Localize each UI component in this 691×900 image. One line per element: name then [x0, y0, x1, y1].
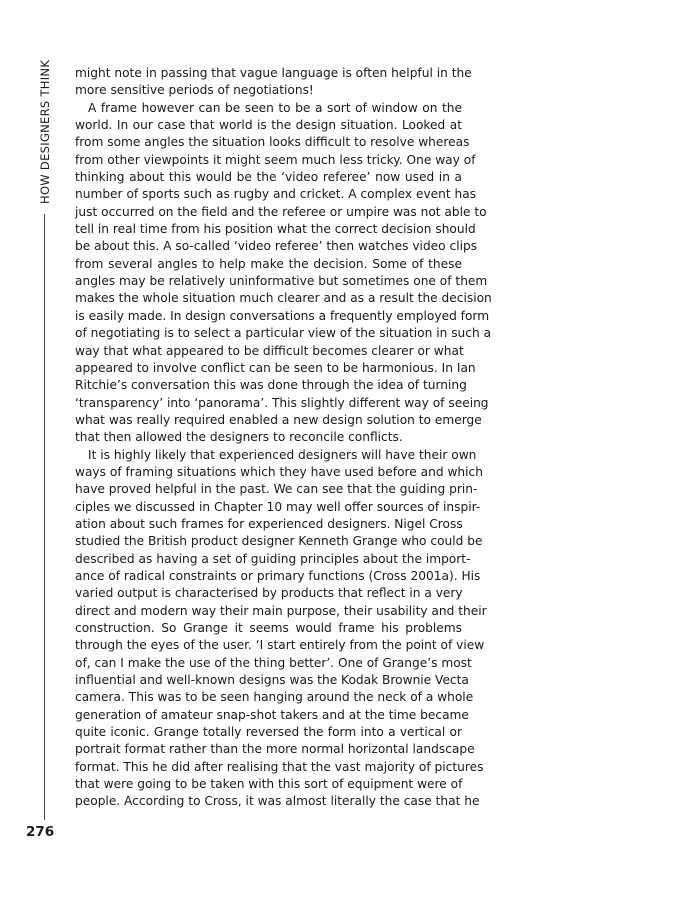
text-line: studied the British product designer Kenneth Grange who could be	[75, 534, 483, 549]
text-line: more sensitive periods of negotiations!	[75, 83, 314, 98]
text-line: ciples we discussed in Chapter 10 may well offer sources of inspir-	[75, 499, 481, 514]
text-line: what was really required enabled a new design solution to emerge	[75, 412, 482, 427]
text-line: is easily made. In design conversations a frequently employed form	[75, 308, 490, 323]
text-line: Ritchie’s conversation this was done through the idea of turning	[75, 378, 467, 393]
text-line: angles may be relatively uninformative but sometimes one of them	[75, 274, 488, 289]
text-line: that were going to be taken with this sort of equipment were of	[75, 777, 463, 792]
text-line: generation of amateur snap-shot takers and at the time became	[75, 707, 469, 722]
text-line: number of sports such as rugby and cricket. A complex event has	[75, 187, 477, 202]
text-line: direct and modern way their main purpose, their usability and their	[75, 603, 487, 618]
text-line: have proved helpful in the past. We can see that the guiding prin-	[75, 482, 478, 497]
text-line: described as having a set of guiding principles about the import-	[75, 551, 471, 566]
page-number: 276	[26, 824, 55, 840]
text-line: through the eyes of the user. ‘I start entirely from the point of view	[75, 638, 485, 653]
text-line: appeared to involve conflict can be seen to be harmonious. In Ian	[75, 360, 476, 375]
text-line: tell in real time from his position what the correct decision should	[75, 222, 476, 237]
body-text	[75, 65, 492, 811]
text-line: just occurred on the field and the referee or umpire was not able to	[75, 204, 487, 219]
text-line: from several angles to help make the decision. Some of these	[75, 256, 462, 271]
text-line: makes the whole situation much clearer and as a result the decision	[75, 291, 492, 306]
text-line: ation about such frames for experienced designers. Nigel Cross	[75, 516, 463, 531]
text-line: might note in passing that vague language is often helpful in the	[75, 66, 472, 80]
text-line: portrait format rather than the more normal horizontal landscape	[75, 742, 475, 757]
text-line: A frame however can be seen to be a sort of window on the	[88, 100, 462, 115]
text-line: influential and well-known designs was the Kodak Brownie Vecta	[75, 673, 469, 688]
text-line: from some angles the situation looks difficult to resolve whereas	[75, 135, 470, 150]
text-line: from other viewpoints it might seem much less tricky. One way of	[75, 152, 476, 167]
text-line: varied output is characterised by products that reflect in a very	[75, 586, 463, 601]
text-line: way that what appeared to be difficult becomes clearer or what	[75, 343, 464, 358]
text-line: ways of framing situations which they have used before and which	[75, 464, 483, 479]
text-line: quite iconic. Grange totally reversed the form into a vertical or	[75, 725, 462, 740]
running-head: HOW DESIGNERS THINK	[38, 59, 52, 204]
text-line: world. In our case that world is the design situation. Looked at	[75, 118, 462, 133]
text-line: construction. So Grange it seems would frame his problems	[75, 621, 462, 635]
text-line: of, can I make the use of the thing better’. One of Grange’s most	[75, 655, 472, 670]
text-line: be about this. A so-called ‘video referee’ then watches video clips	[75, 239, 478, 254]
text-line: ‘transparency’ into ‘panorama’. This slightly different way of seeing	[75, 395, 489, 410]
margin-rule	[44, 214, 45, 820]
text-line: thinking about this would be the ‘video referee’ now used in a	[75, 170, 462, 185]
text-line: of negotiating is to select a particular view of the situation in such a	[75, 326, 492, 341]
text-line: that then allowed the designers to reconcile conflicts.	[75, 430, 403, 445]
text-line: format. This he did after realising that the vast majority of pictures	[75, 759, 484, 774]
text-line: people. According to Cross, it was almost literally the case that he	[75, 794, 480, 809]
text-line: camera. This was to be seen hanging around the neck of a whole	[75, 690, 474, 705]
text-line: It is highly likely that experienced designers will have their own	[88, 447, 477, 462]
text-line: ance of radical constraints or primary functions (Cross 2001a). His	[75, 568, 481, 583]
